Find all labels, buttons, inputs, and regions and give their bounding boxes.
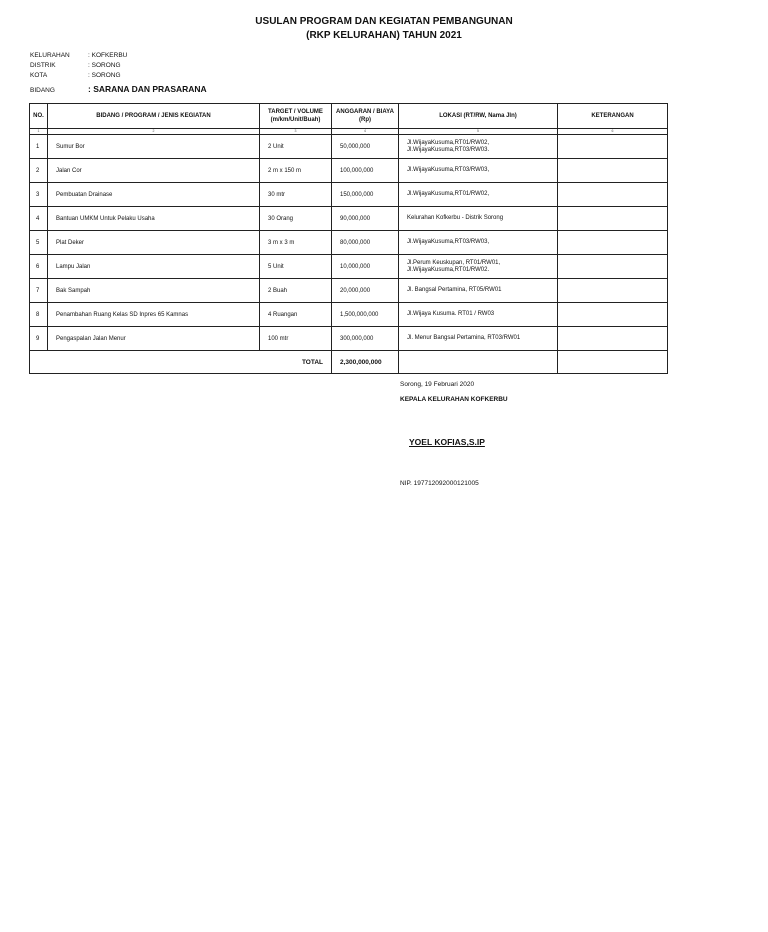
- row-number: 9: [30, 327, 48, 351]
- row-kegiatan: Sumur Bor: [48, 135, 260, 159]
- row-keterangan: [558, 135, 668, 159]
- table-row: [30, 279, 668, 303]
- total-value: 2,300,000,000: [332, 351, 399, 374]
- table-row: [30, 231, 668, 255]
- meta-kota: [30, 72, 121, 79]
- table-row: [30, 207, 668, 231]
- row-kegiatan: Pengaspalan Jalan Menur: [48, 327, 260, 351]
- meta-distrik: [30, 62, 121, 69]
- row-lokasi: [399, 231, 558, 255]
- row-keterangan: [558, 303, 668, 327]
- row-number: 5: [30, 231, 48, 255]
- lokasi-line: Jl.WijayaKusuma,RT03/RW03,: [407, 239, 490, 246]
- meta-label: KELURAHAN: [30, 52, 70, 59]
- table-row: [30, 327, 668, 351]
- row-kegiatan: Pembuatan Drainase: [48, 183, 260, 207]
- row-anggaran: 80,000,000: [332, 231, 399, 255]
- column-index: 3: [260, 129, 332, 135]
- row-anggaran: 20,000,000: [332, 279, 399, 303]
- column-index: 1: [30, 129, 48, 135]
- column-index: 2: [48, 129, 260, 135]
- lokasi-line: Jl.Wijaya Kusuma. RT01 / RW03: [407, 311, 495, 318]
- signature-name: YOEL KOFIAS,S.IP: [409, 437, 485, 447]
- lokasi-line: Jl.WijayaKusuma,RT03/RW03.: [407, 146, 490, 153]
- meta-label: BIDANG: [30, 87, 55, 94]
- table-row: [30, 255, 668, 279]
- row-kegiatan: Jalan Cor: [48, 159, 260, 183]
- row-number: 7: [30, 279, 48, 303]
- row-keterangan: [558, 327, 668, 351]
- program-table: [29, 103, 668, 374]
- row-lokasi: [399, 279, 558, 303]
- header-anggaran-line-2: (Rp): [359, 117, 371, 123]
- row-number: 1: [30, 135, 48, 159]
- header-lokasi: LOKASI (RT/RW, Nama Jln): [399, 104, 558, 129]
- signature-place-date: Sorong, 19 Februari 2020: [400, 381, 475, 388]
- table-row: [30, 159, 668, 183]
- row-lokasi: [399, 135, 558, 159]
- row-number: 8: [30, 303, 48, 327]
- row-target: 3 m x 3 m: [260, 231, 332, 255]
- signature-position: KEPALA KELURAHAN KOFKERBU: [400, 396, 508, 403]
- row-target: 5 Unit: [260, 255, 332, 279]
- meta-value: : SARANA DAN PRASARANA: [88, 84, 207, 94]
- meta-kelurahan: [30, 52, 127, 59]
- meta-bidang: [30, 84, 207, 94]
- row-number: 4: [30, 207, 48, 231]
- row-lokasi: [399, 183, 558, 207]
- meta-value: : SORONG: [88, 72, 121, 79]
- lokasi-line: Jl. Menur Bangsal Pertamina, RT03/RW01: [407, 335, 521, 342]
- lokasi-line: Kelurahan Kofkerbu - Distrik Sorong: [407, 215, 504, 222]
- meta-value: : SORONG: [88, 62, 121, 69]
- row-keterangan: [558, 159, 668, 183]
- row-keterangan: [558, 279, 668, 303]
- row-kegiatan: Penambahan Ruang Kelas SD Inpres 65 Kamnas: [48, 303, 260, 327]
- signature-nip: NIP. 197712092000121005: [400, 480, 479, 487]
- row-lokasi: [399, 159, 558, 183]
- header-anggaran-line-1: ANGGARAN / BIAYA: [336, 109, 394, 115]
- row-anggaran: 90,000,000: [332, 207, 399, 231]
- table-row: [30, 135, 668, 159]
- row-number: 3: [30, 183, 48, 207]
- lokasi-line: Jl. Bangsal Pertamina, RT05/RW01: [407, 287, 502, 294]
- header-bidang: BIDANG / PROGRAM / JENIS KEGIATAN: [48, 104, 260, 129]
- row-anggaran: 1,500,000,000: [332, 303, 399, 327]
- row-target: 30 Orang: [260, 207, 332, 231]
- row-target: 2 m x 150 m: [260, 159, 332, 183]
- document-title-line-1: USULAN PROGRAM DAN KEGIATAN PEMBANGUNAN: [255, 16, 513, 27]
- row-target: 4 Ruangan: [260, 303, 332, 327]
- column-index: 6: [558, 129, 668, 135]
- document-title-line-2: (RKP KELURAHAN) TAHUN 2021: [306, 30, 462, 41]
- total-empty-cell: [558, 351, 668, 374]
- table-header-row: [30, 104, 668, 129]
- table-row: [30, 183, 668, 207]
- meta-label: KOTA: [30, 72, 48, 79]
- row-anggaran: 150,000,000: [332, 183, 399, 207]
- row-lokasi: [399, 303, 558, 327]
- lokasi-line: Jl.WijayaKusuma,RT01/RW02,: [407, 191, 490, 198]
- row-keterangan: [558, 255, 668, 279]
- header-target-line-1: TARGET / VOLUME: [268, 109, 323, 115]
- header-target: [260, 104, 332, 129]
- row-lokasi: [399, 207, 558, 231]
- row-anggaran: 100,000,000: [332, 159, 399, 183]
- header-keterangan: KETERANGAN: [558, 104, 668, 129]
- row-keterangan: [558, 207, 668, 231]
- row-number: 2: [30, 159, 48, 183]
- header-anggaran: [332, 104, 399, 129]
- row-kegiatan: Bak Sampah: [48, 279, 260, 303]
- total-row: [30, 351, 668, 374]
- row-number: 6: [30, 255, 48, 279]
- lokasi-line: Jl.WijayaKusuma,RT03/RW03,: [407, 167, 490, 174]
- meta-label: DISTRIK: [30, 62, 56, 69]
- header-target-line-2: (m/km/Unit/Buah): [270, 117, 321, 123]
- total-empty-cell: [399, 351, 558, 374]
- row-target: 2 Unit: [260, 135, 332, 159]
- column-index: 5: [399, 129, 558, 135]
- row-keterangan: [558, 231, 668, 255]
- row-kegiatan: Lampu Jalan: [48, 255, 260, 279]
- row-anggaran: 10,000,000: [332, 255, 399, 279]
- header-no: NO.: [30, 104, 48, 129]
- meta-value: : KOFKERBU: [88, 52, 128, 59]
- lokasi-line: Jl.Perum Keuskupan, RT01/RW01,: [407, 260, 501, 266]
- row-lokasi: [399, 255, 558, 279]
- row-lokasi: [399, 327, 558, 351]
- column-index: 4: [332, 129, 399, 135]
- row-target: 100 mtr: [260, 327, 332, 351]
- row-kegiatan: Plat Deker: [48, 231, 260, 255]
- lokasi-line: Jl.WijayaKusuma,RT01/RW02.: [407, 266, 490, 273]
- row-keterangan: [558, 183, 668, 207]
- row-target: 30 mtr: [260, 183, 332, 207]
- lokasi-line: Jl.WijayaKusuma,RT01/RW02,: [407, 140, 490, 146]
- row-anggaran: 50,000,000: [332, 135, 399, 159]
- row-anggaran: 300,000,000: [332, 327, 399, 351]
- table-row: [30, 303, 668, 327]
- row-kegiatan: Bantuan UMKM Untuk Pelaku Usaha: [48, 207, 260, 231]
- row-target: 2 Buah: [260, 279, 332, 303]
- total-label: TOTAL: [30, 351, 332, 374]
